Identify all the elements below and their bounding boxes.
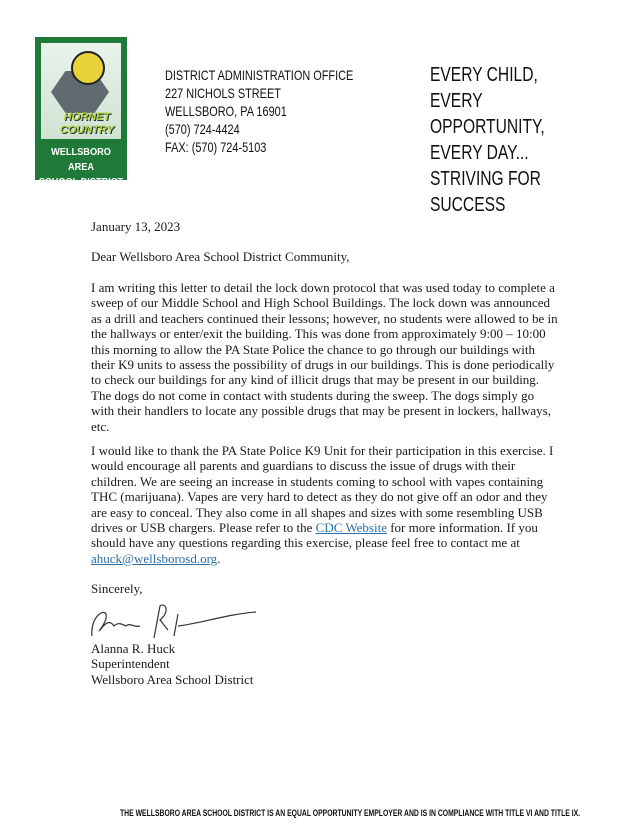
logo-caption: WELLSBORO AREA SCHOOL DISTRICT xyxy=(38,147,124,188)
district-tagline: EVERY CHILD, EVERY OPPORTUNITY, EVERY DAY... STRIVING FOR SUCCESS xyxy=(430,64,545,216)
paragraph-2: I would like to thank the PA State Police K9 Unit for their participation in this exercise. I would encourage all parents and guardians to discuss the issue of drugs with their children. We are seeing an increase in students coming to school with vapes containing THC (marijuana). Vapes are very hard to detect as they do not give off an odor and they are easy to conceal. They also come in all shapes and sizes with some resembling USB drives or USB chargers. Please refer to the CDC Website for more information. If you should have any questions regarding this exercise, please feel free to contact me at ahuck@wellsborosd.org. xyxy=(91,443,554,566)
closing: Sincerely, xyxy=(91,581,143,596)
signer-name: Alanna R. Huck xyxy=(91,641,176,656)
letter-date: January 13, 2023 xyxy=(91,219,181,234)
district-logo xyxy=(35,37,127,188)
signature xyxy=(88,600,258,642)
cdc-website-link[interactable]: CDC Website xyxy=(315,520,387,536)
email-link[interactable]: ahuck@wellsborosd.org xyxy=(91,550,218,566)
hornet-mascot-image xyxy=(41,43,121,139)
signer-org: Wellsboro Area School District xyxy=(91,671,254,687)
office-address: DISTRICT ADMINISTRATION OFFICE 227 NICHOLS STREET WELLSBORO, PA 16901 (570) 724-4424 FAX: (570) 724-5103 xyxy=(165,67,354,155)
salutation: Dear Wellsboro Area School District Community, xyxy=(91,249,350,264)
logo-banner: HORNET COUNTRY xyxy=(59,111,115,136)
footer-notice: THE WELLSBORO AREA SCHOOL DISTRICT IS AN EQUAL OPPORTUNITY EMPLOYER AND IS IN COMPLIANCE WITH TITLE VI AND TITLE IX. xyxy=(120,808,581,819)
signature-block xyxy=(91,641,254,687)
paragraph-1: I am writing this letter to detail the lock down protocol that was used today to complete a sweep of our Middle School and High School Buildings. The lock down was announced as a drill and teachers continued their lessons; however, no students were allowed to be in the hallways or enter/exit the building. This was done from approximately 9:00 – 10:00 this morning to allow the PA State Police the chance to go through our buildings with their K9 units to assess the possibility of drugs in our buildings. This is done periodically to check our buildings for any kind of illicit drugs that may be present in our building. The dogs do not come in contact with students during the sweep. The dogs simply go with their handlers to locate any possible drugs that may be present in lockers, hallways, etc. xyxy=(91,280,558,434)
signer-title: Superintendent xyxy=(91,656,170,672)
